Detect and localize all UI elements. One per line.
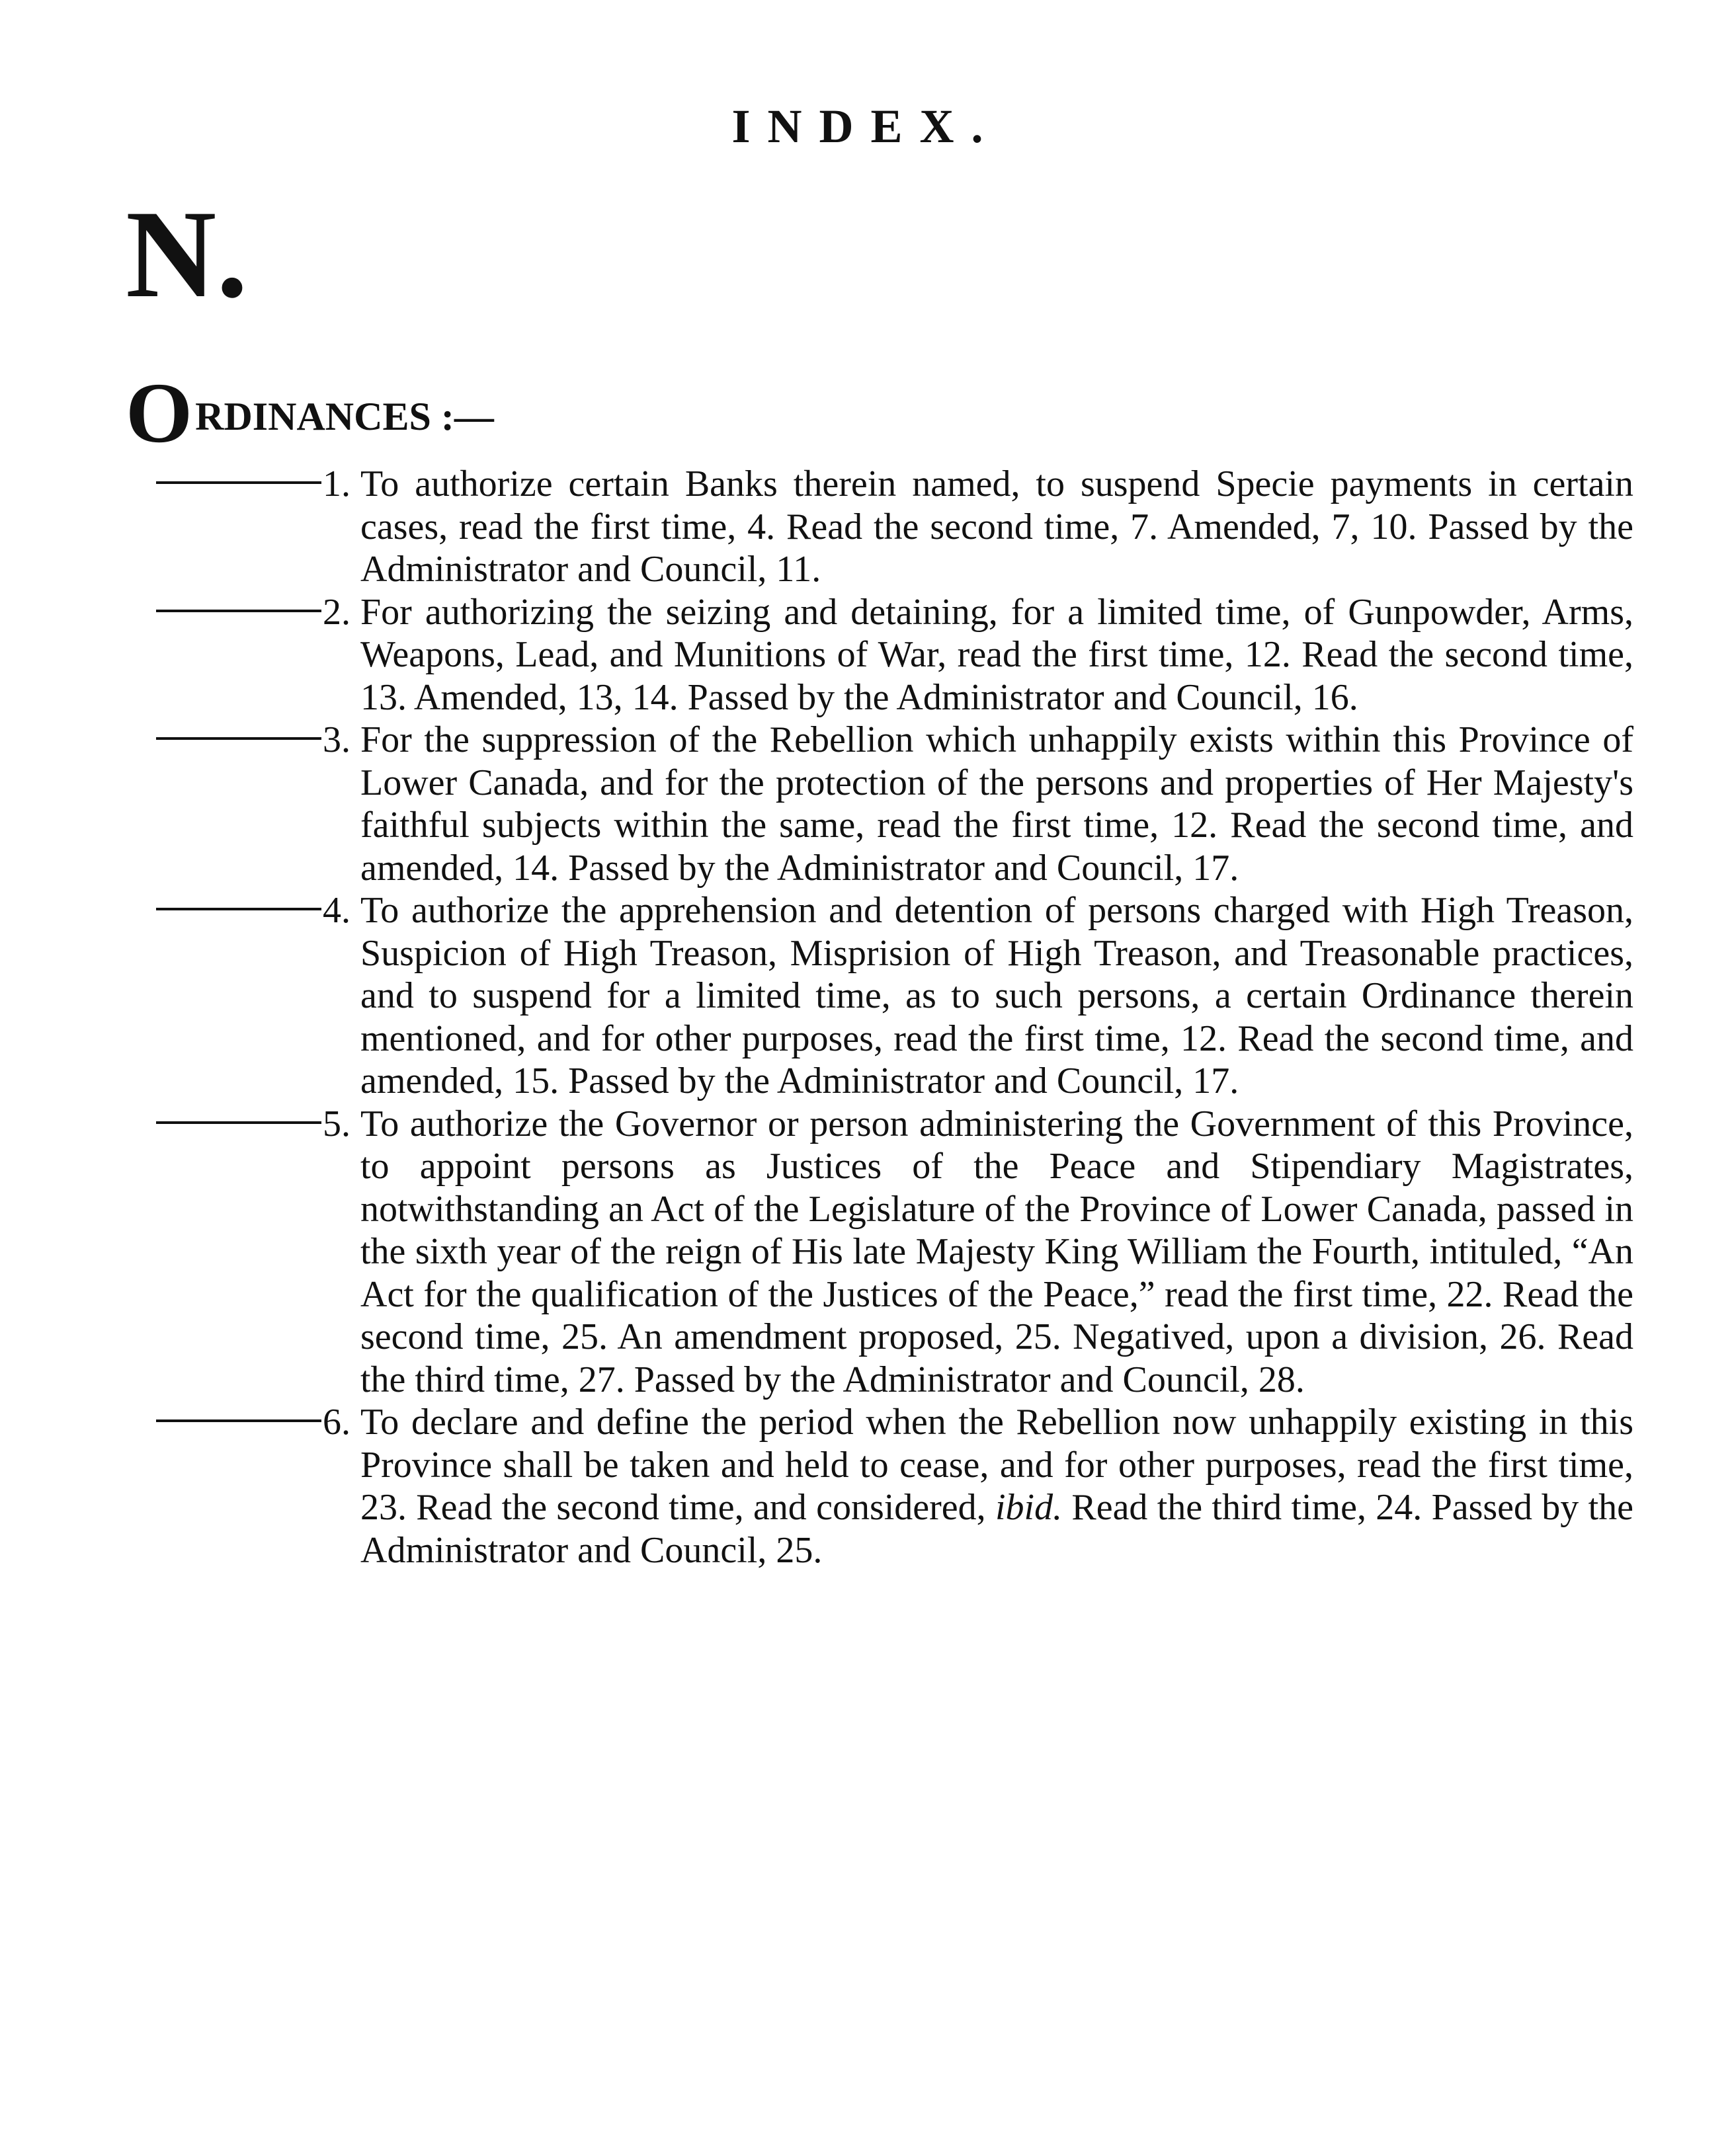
entry-text-italic: ibid. (995, 1487, 1063, 1528)
entry-dash (156, 1419, 321, 1422)
entry-dash (156, 610, 321, 612)
ordinance-entry (126, 1401, 1633, 1572)
ordinance-entry (126, 463, 1633, 591)
entry-lead (126, 719, 351, 762)
entry-lead (126, 591, 351, 634)
entry-text: To authorize the apprehension and detention of persons charged with High Treason, Suspicion of High Treason, Misprision of High Treason, and Treasonable practices, and to suspend for a limited time, as to such persons, a certain Ordinance therein mentioned, and for other purposes, read the first time, 12. Read the second time, and amended, 15. Passed by the Administrator and Council, 17. (360, 890, 1633, 1101)
entry-number: 1. (323, 463, 351, 504)
entry-number: 5. (323, 1103, 351, 1144)
entry-text: To authorize certain Banks therein named, to suspend Specie payments in certain cases, read the first time, 4. Read the second time, 7. Amended, 7, 10. Passed by the Administrator and Council, 11. (360, 463, 1633, 590)
entry-number: 4. (323, 890, 351, 931)
entry-lead (126, 1401, 351, 1444)
entry-number: 6. (323, 1402, 351, 1443)
entry-text: For authorizing the seizing and detaining, for a limited time, of Gunpowder, Arms, Weapons, Lead, and Munitions of War, read the first time, 12. Read the second time, 13. Amended, 13, 14. Passed by the Administrator and Council, 16. (360, 591, 1633, 718)
entry-dash (156, 1121, 321, 1124)
entry-lead (126, 1103, 351, 1146)
entry-text: To authorize the Governor or person administering the Government of this Province, to appoint persons as Justices of the Peace and Stipendiary Magistrates, notwithstanding an Act of the Legislature of the Province of Lower Canada, passed in the sixth year of the reign of His late Majesty King William the Fourth, intituled, “An Act for the qualification of the Justices of the Peace,” read the first time, 22. Read the second time, 25. An amendment proposed, 25. Negatived, upon a division, 26. Read the third time, 27. Passed by the Administrator and Council, 28. (360, 1103, 1633, 1400)
entry-text-part: To declare and define the period when the Rebellion now unhappily existing in this Province shall be taken and held to cease, and for other purposes, read the first time, 23. Read the second time, and considered, (360, 1402, 1633, 1528)
ordinance-list (126, 463, 1633, 1572)
page-heading: INDEX. (731, 100, 1001, 153)
entry-dash (156, 908, 321, 910)
entry-lead (126, 463, 351, 506)
entry-dash (156, 737, 321, 740)
section-title-drop-letter: O (126, 366, 193, 461)
entry-number: 3. (323, 719, 351, 760)
section-title-rest: RDINANCES :— (195, 395, 494, 438)
entry-text-part: Read the third time, 24. Passed by the Administrator and Council, 25. (360, 1487, 1633, 1571)
entry-number: 2. (323, 591, 351, 633)
entry-lead (126, 889, 351, 932)
ordinance-entry (126, 1103, 1633, 1402)
entry-text (351, 1401, 1633, 1572)
ordinance-entry (126, 591, 1633, 719)
entry-text: For the suppression of the Rebellion which unhappily exists within this Province of Lower Canada, and for the protection of the persons and properties of Her Majesty's faithful subjects within the same, read the first time, 12. Read the second time, and amended, 14. Passed by the Administrator and Council, 17. (360, 719, 1633, 889)
ordinance-entry (126, 719, 1633, 889)
ordinance-entry (126, 889, 1633, 1103)
entry-dash (156, 481, 321, 484)
section-letter: N. (126, 185, 248, 324)
section-title (126, 366, 494, 461)
